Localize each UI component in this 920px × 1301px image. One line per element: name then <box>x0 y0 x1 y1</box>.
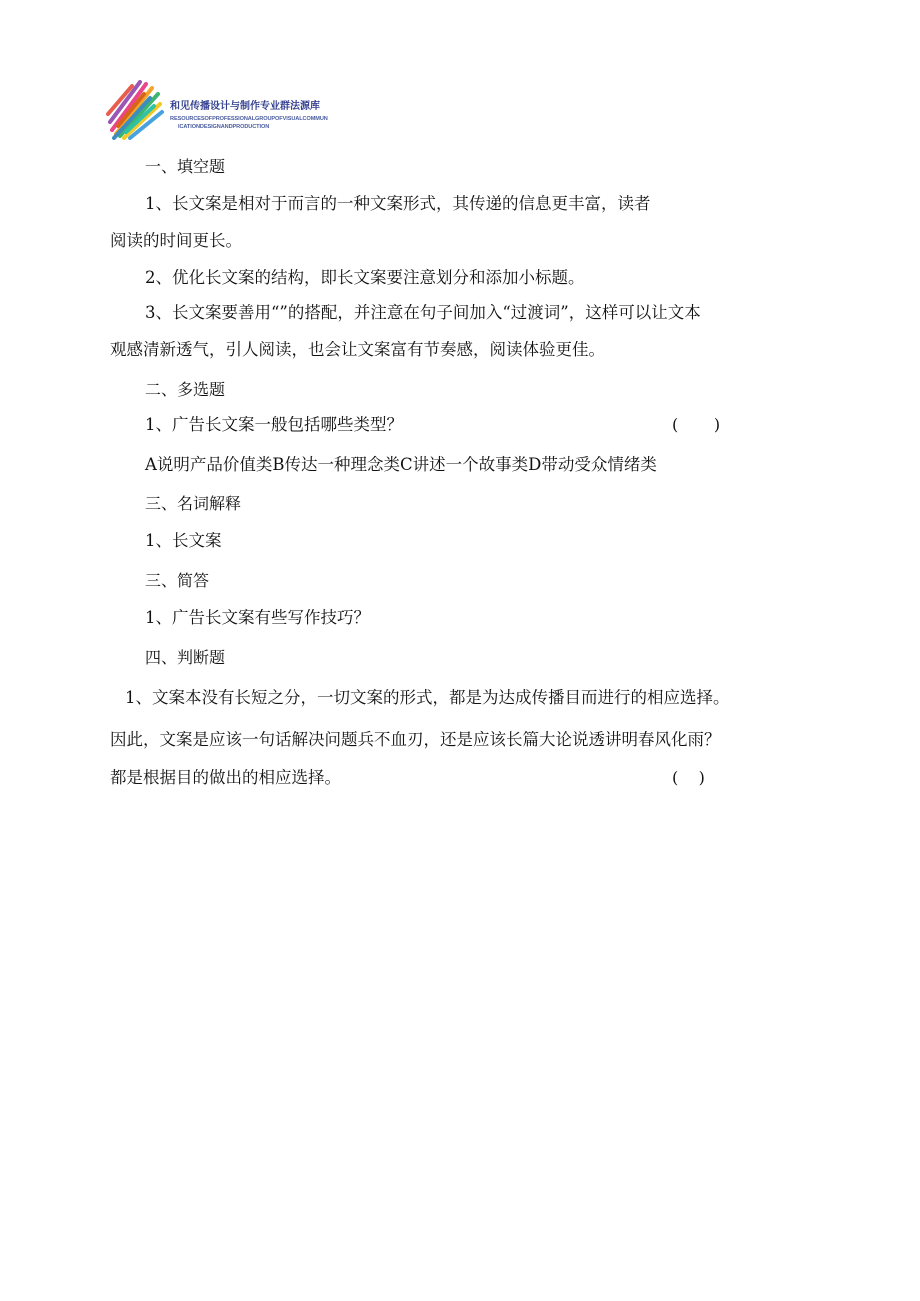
section-heading-multiple-choice: 二、多选题 <box>145 380 226 399</box>
question-text: 都是根据目的做出的相应选择。 <box>110 768 341 787</box>
section-heading-true-false: 四、判断题 <box>145 648 226 667</box>
section-heading-short-answer: 三、简答 <box>145 571 210 590</box>
answer-blank: ( ) <box>672 415 721 434</box>
logo-title: 和见传播设计与制作专业群法源库 <box>170 101 320 112</box>
question-text: 2、优化长文案的结构，即长文案要注意划分和添加小标题。 <box>145 268 585 287</box>
question-text: 1、广告长文案一般包括哪些类型？ <box>145 415 403 434</box>
logo-subtitle-line1: RESOURCESOFPROFESSIONALGROUPOFVISUALCOMMUN <box>170 116 328 122</box>
answer-options: A说明产品价值类B传达一种理念类C讲述一个故事类D带动受众情绪类 <box>145 455 657 474</box>
question-text: 1、长文案 <box>145 531 222 550</box>
question-text: 1、长文案是相对于而言的一种文案形式，其传递的信息更丰富，读者 <box>145 194 651 213</box>
question-text: 3、长文案要善用“”的搭配，并注意在句子间加入“过渡词”，这样可以让文本 <box>145 303 701 322</box>
section-heading-fill-blank: 一、填空题 <box>145 157 226 176</box>
question-text: 观感清新透气，引人阅读，也会让文案富有节奏感，阅读体验更佳。 <box>110 340 605 359</box>
section-heading-term-explanation: 三、名词解释 <box>145 494 242 513</box>
logo-text <box>170 97 328 131</box>
question-text: 1、广告长文案有些写作技巧？ <box>145 608 370 627</box>
question-text: 1、文案本没有长短之分，一切文案的形式，都是为达成传播目而进行的相应选择。 <box>125 688 730 707</box>
logo-subtitle-line2: ICATIONDESIGNANDPRODUCTION <box>178 124 270 130</box>
brush-stroke-logo-icon <box>106 78 164 140</box>
question-text: 因此，文案是应该一句话解决问题兵不血刃，还是应该长篇大论说透讲明春风化雨？ <box>110 730 721 749</box>
question-text: 阅读的时间更长。 <box>110 231 242 250</box>
answer-blank: ( ) <box>672 768 705 787</box>
